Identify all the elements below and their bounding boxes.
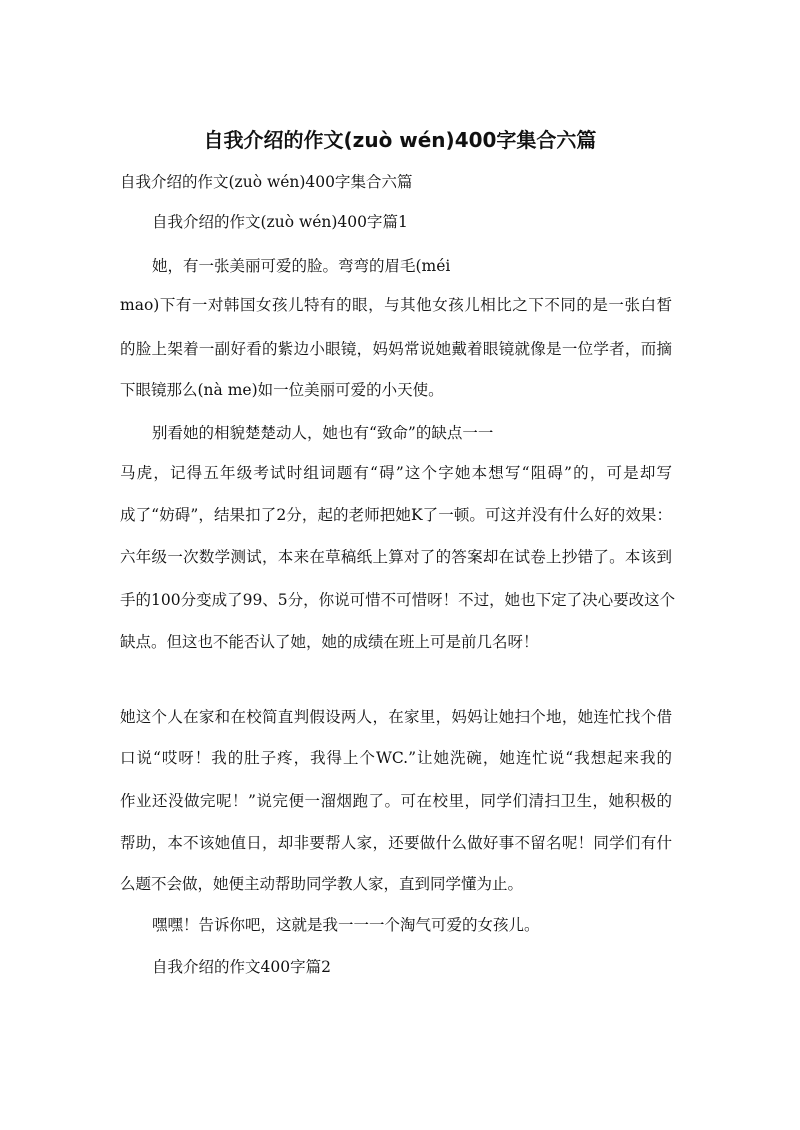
document-subtitle: 自我介绍的作文(zuò wén)400字集合六篇 [120, 173, 413, 191]
paragraph-line: 六年级一次数学测试，本来在草稿纸上算对了的答案却在试卷上抄错了。本该到 [120, 548, 672, 566]
paragraph-line: 的脸上架着一副好看的紫边小眼镜，妈妈常说她戴着眼镜就像是一位学者，而摘 [120, 340, 672, 358]
document-title: 自我介绍的作文(zuò wén)400字集合六篇 [203, 128, 597, 152]
paragraph-line: 她，有一张美丽可爱的脸。弯弯的眉毛(méi [152, 257, 451, 275]
paragraph-line: 帮助，本不该她值日，却非要帮人家，还要做什么做好事不留名呢！同学们有什 [120, 834, 672, 852]
paragraph-line: 成了“妨碍”，结果扣了2分，起的老师把她K了一顿。可这并没有什么好的效果： [120, 506, 672, 524]
section-heading-2: 自我介绍的作文400字篇2 [152, 958, 331, 976]
paragraph-line: 缺点。但这也不能否认了她，她的成绩在班上可是前几名呀！ [120, 633, 539, 651]
paragraph-line: 别看她的相貌楚楚动人，她也有“致命”的缺点一一 [152, 424, 494, 442]
paragraph-line: 马虎，记得五年级考试时组词题有“碍”这个字她本想写“阻碍”的，可是却写 [120, 464, 672, 482]
paragraph-line: 口说“哎呀！我的肚子疼，我得上个WC.”让她洗碗，她连忙说“我想起来我的 [120, 749, 672, 767]
section-heading-1: 自我介绍的作文(zuò wén)400字篇1 [152, 213, 408, 231]
paragraph-line: 手的100分变成了99、5分，你说可惜不可惜呀！不过，她也下定了决心要改这个 [120, 591, 676, 609]
paragraph-line: 作业还没做完呢！”说完便一溜烟跑了。可在校里，同学们清扫卫生，她积极的 [120, 792, 672, 810]
paragraph-line: 下眼镜那么(nà me)如一位美丽可爱的小天使。 [120, 381, 444, 399]
paragraph-line: 嘿嘿！告诉你吧，这就是我一一一个淘气可爱的女孩儿。 [152, 916, 540, 934]
paragraph-line: 么题不会做，她便主动帮助同学教人家，直到同学懂为止。 [120, 875, 524, 893]
paragraph-line: 她这个人在家和在校简直判假设两人，在家里，妈妈让她扫个地，她连忙找个借 [120, 708, 672, 726]
paragraph-line: mao)下有一对韩国女孩儿特有的眼，与其他女孩儿相比之下不同的是一张白皙 [120, 296, 672, 314]
